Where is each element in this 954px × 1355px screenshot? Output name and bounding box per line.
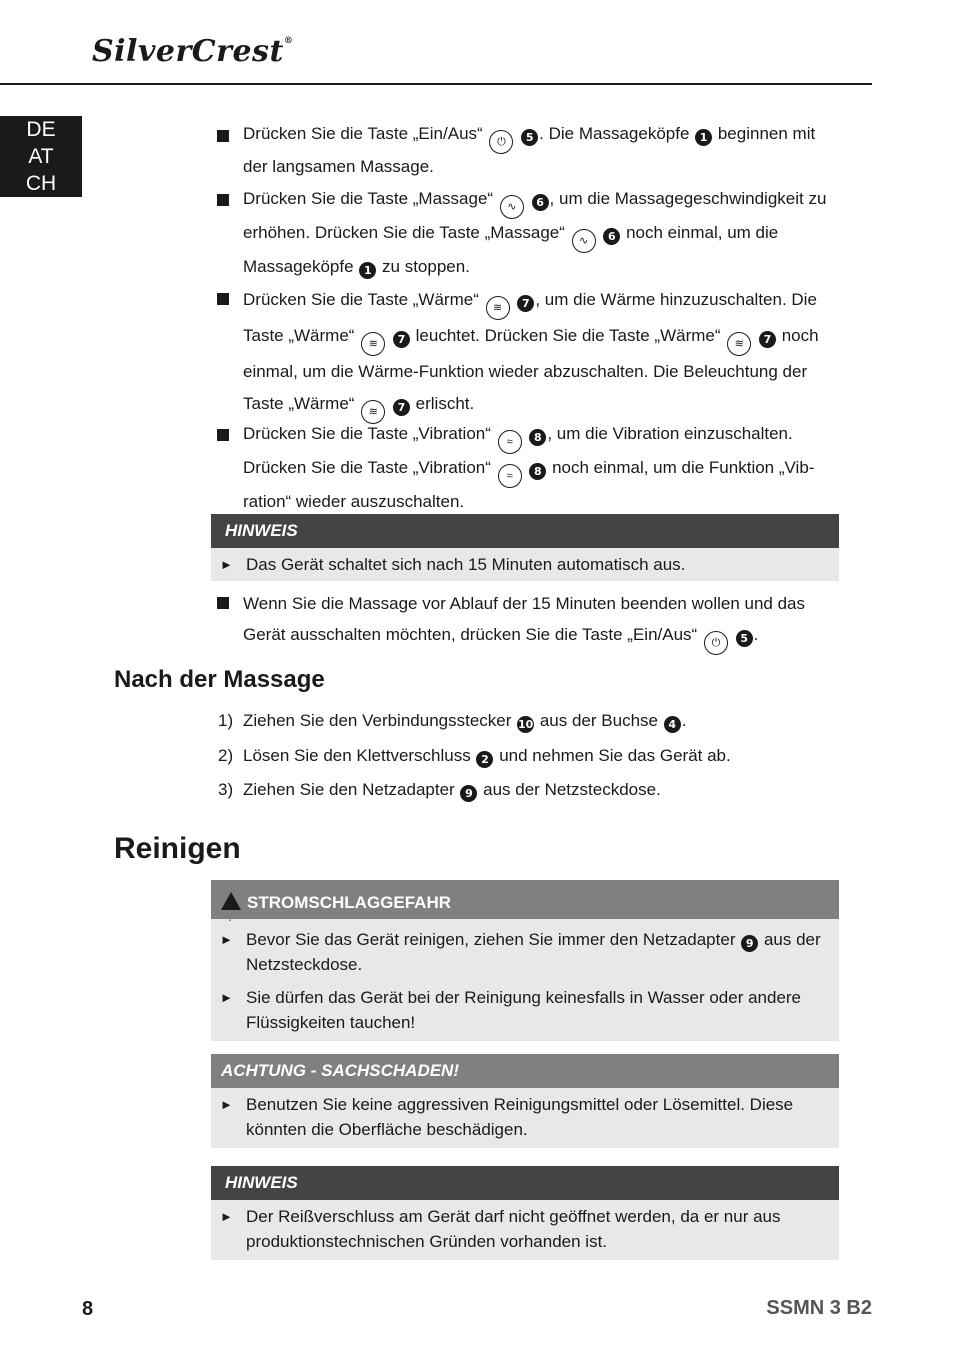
achtung-item: ► Benutzen Sie keine aggressiven Reinigungsmittel oder Lösemittel. Diese könnten die Oberfläche beschädigen. [211, 1088, 839, 1148]
hinweis-box-2 [211, 1166, 839, 1260]
stromschlag-box [211, 880, 839, 1041]
part-number-badge: 1 [695, 129, 712, 146]
lang-de: DE [26, 118, 56, 141]
power-icon: ⏻ [489, 130, 513, 154]
achtung-box [211, 1054, 839, 1148]
power-icon: ⏻ [704, 631, 728, 655]
page-number: 8 [82, 1298, 94, 1320]
heat-icon: ≋ [727, 332, 751, 356]
language-tab [0, 116, 82, 197]
part-number-badge: 7 [759, 331, 776, 348]
warning-icon [221, 892, 241, 910]
part-number-badge: 10 [517, 718, 534, 731]
part-number-badge: 7 [517, 295, 534, 312]
lang-ch: CH [25, 172, 57, 195]
part-number-badge: 9 [460, 785, 477, 802]
part-number-badge: 2 [476, 751, 493, 768]
step-2: 2) Lösen Sie den Klettverschluss 2 und nehmen Sie das Gerät ab. [218, 746, 731, 766]
hinweis2-item: ► Der Reißverschluss am Gerät darf nicht geöffnet werden, da er nur aus produktionstechnischen Gründen vorhanden ist. [211, 1200, 839, 1260]
hinweis-title: HINWEIS [211, 514, 839, 548]
part-number-badge: 9 [741, 935, 758, 952]
arrow-icon: ► [220, 990, 233, 1005]
hinweis-item: ► Das Gerät schaltet sich nach 15 Minuten automatisch aus. [211, 548, 839, 581]
arrow-icon: ► [220, 557, 233, 572]
part-number-badge: 4 [664, 716, 681, 733]
hinweis-title-2: HINWEIS [211, 1166, 839, 1200]
hinweis-box-1 [211, 514, 839, 581]
bullet-vibration: Drücken Sie die Taste „Vibration“ ≈ 8 , um die Vibration einzuschalten. Drücken Sie die Taste „Vibration“ ≈ 8 noch einmal, um die Funktion „Vib-ration“ wieder auszuschalten. [212, 420, 840, 516]
part-number-badge: 1 [359, 262, 376, 279]
lang-at: AT [28, 145, 54, 168]
achtung-title: ACHTUNG - SACHSCHADEN! [211, 1054, 839, 1088]
heat-icon: ≋ [486, 296, 510, 320]
section-title-nach-der-massage: Nach der Massage [114, 666, 325, 693]
step-1: 1) Ziehen Sie den Verbindungsstecker 10 aus der Buchse 4 . [218, 711, 687, 731]
bullet-stop: Wenn Sie die Massage vor Ablauf der 15 Minuten beenden wollen und das Gerät ausschalten möchten, drücken Sie die Taste „Ein/Aus“ ⏻ 5 . [212, 588, 840, 655]
part-number-badge: 8 [529, 463, 546, 480]
massage-icon: ∿ [500, 195, 524, 219]
part-number-badge: 8 [529, 429, 546, 446]
stromschlag-title: !STROMSCHLAGGEFAHR [211, 880, 839, 919]
brand-logo: SilverCrest® [92, 34, 294, 69]
section-title-reinigen: Reinigen [114, 832, 241, 865]
step-3: 3) Ziehen Sie den Netzadapter 9 aus der Netzsteckdose. [218, 780, 661, 800]
bullet-power: Drücken Sie die Taste „Ein/Aus“ ⏻ 5 . Die Massageköpfe 1 beginnen mit der langsamen Massage. [212, 121, 840, 179]
massage-icon: ∿ [572, 229, 596, 253]
part-number-badge: 6 [603, 228, 620, 245]
part-number-badge: 6 [532, 194, 549, 211]
arrow-icon: ► [220, 1209, 233, 1224]
strom-item-2: ► Sie dürfen das Gerät bei der Reinigung keinesfalls in Wasser oder andere Flüssigkeiten tauchen! [211, 981, 839, 1041]
bullet-massage: Drücken Sie die Taste „Massage“ ∿ 6 , um die Massagegeschwindigkeit zu erhöhen. Drücken Sie die Taste „Massage“ ∿ 6 noch einmal, um die Massageköpfe 1 zu stoppen. [212, 185, 840, 281]
part-number-badge: 5 [736, 630, 753, 647]
bullet-heat: Drücken Sie die Taste „Wärme“ ≋ 7 , um die Wärme hinzuzuschalten. Die Taste „Wärme“ ≋ 7 leuchtet. Drücken Sie die Taste „Wärme“ ≋ 7 noch einmal, um die Wärme-Funktion wieder abzuschalten. Die Beleuchtung der Taste „Wärme“ ≋ 7 erlischt. [212, 284, 840, 424]
vibration-icon: ≈ [498, 464, 522, 488]
part-number-badge: 5 [521, 129, 538, 146]
arrow-icon: ► [220, 932, 233, 947]
part-number-badge: 7 [393, 331, 410, 348]
strom-item-1: ► Bevor Sie das Gerät reinigen, ziehen Sie immer den Netzadapter 9 aus der Netzsteckdose. [211, 919, 839, 981]
arrow-icon: ► [220, 1097, 233, 1112]
heat-icon: ≋ [361, 400, 385, 424]
header-rule [0, 83, 872, 85]
heat-icon: ≋ [361, 332, 385, 356]
part-number-badge: 7 [393, 399, 410, 416]
model-number: SSMN 3 B2 [766, 1297, 872, 1319]
vibration-icon: ≈ [498, 430, 522, 454]
